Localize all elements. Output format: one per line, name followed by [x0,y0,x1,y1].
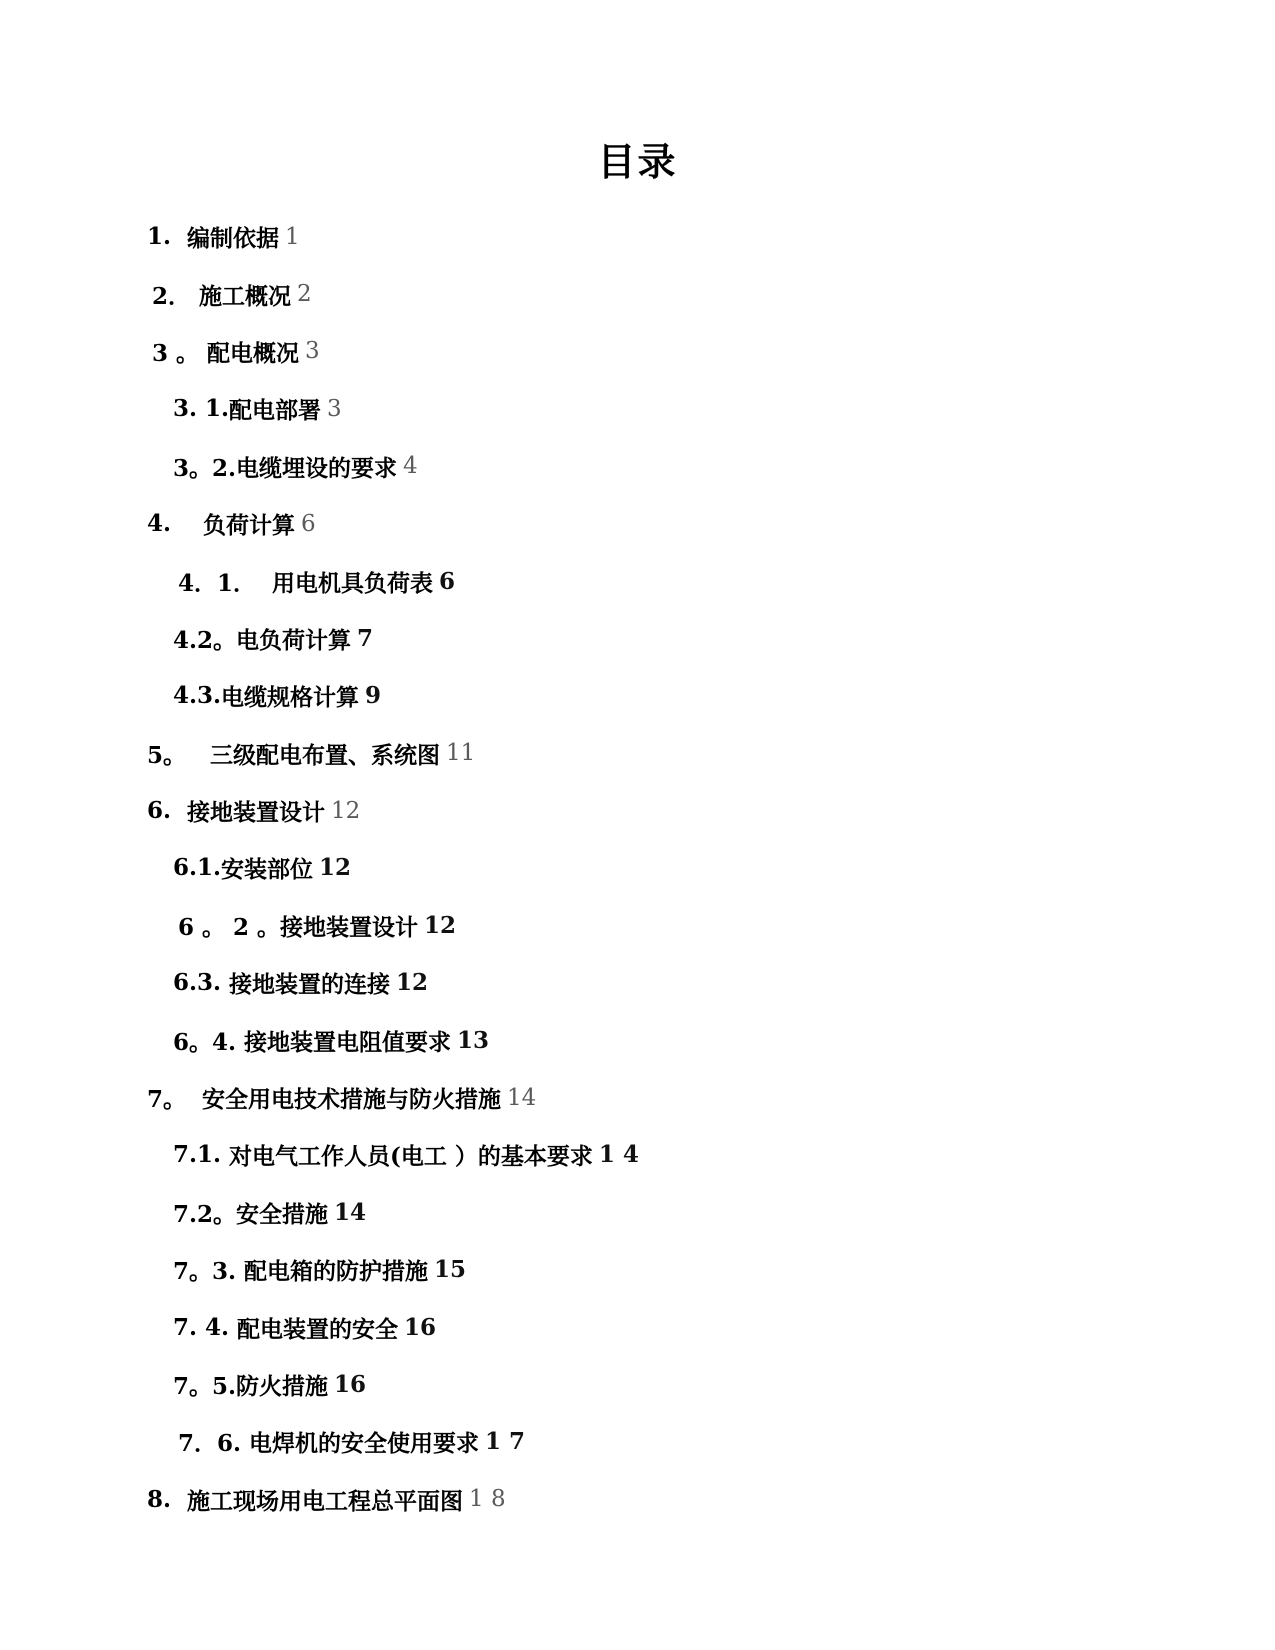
toc-entry-2[interactable] [0,265,1275,322]
toc-entry-page: 1 7 [485,1428,526,1456]
toc-entry-title: 负荷计算 [203,512,296,540]
toc-entry-title: 接地装置的连接 [229,971,391,999]
toc-entry-7-5[interactable] [0,1356,1275,1413]
toc-entry-number: 7.2。 [173,1200,237,1228]
toc-entry-page: 6 [301,510,316,537]
toc-entry-title: 配电部署 [229,397,322,425]
toc-entry-page: 6 [439,567,456,595]
toc-entry-title: 安装部位 [221,856,314,884]
toc-entry-title: 接地装置设计 [280,913,419,941]
toc-entry-1[interactable] [0,208,1275,265]
toc-entry-page: 16 [334,1371,367,1398]
toc-entry-title: 用电机具负荷表 [272,569,434,597]
toc-entry-number: 6 。 2 。 [178,913,281,941]
toc-entry-title: 接地装置电阻值要求 [244,1028,452,1056]
toc-entry-7-2[interactable] [0,1184,1275,1241]
toc-entry-title: 电焊机的安全使用要求 [249,1430,480,1458]
toc-entry-number: 7。 [147,1086,203,1114]
toc-entry-page: 1 [285,223,300,250]
toc-entry-number: 6。4. [173,1028,245,1056]
toc-entry-title: 施工概况 [199,282,292,310]
toc-entry-page: 12 [424,911,457,939]
toc-entry-number: 8. [147,1485,188,1513]
toc-entry-number: 4.2。 [173,626,237,654]
toc-entry-page: 13 [457,1026,490,1054]
toc-entry-title: 电负荷计算 [236,626,352,654]
toc-entry-number: 4. [147,510,204,538]
toc-entry-title: 安全措施 [236,1200,329,1228]
toc-entry-number: 7. 4. [173,1313,238,1341]
toc-entry-3-1[interactable] [0,380,1275,437]
toc-entry-number: 7。3. [173,1258,245,1286]
toc-entry-title: 施工现场用电工程总平面图 [187,1487,464,1515]
toc-entry-7-3[interactable] [0,1241,1275,1298]
toc-entry-page: 12 [396,969,429,997]
toc-entry-3[interactable] [0,323,1275,380]
toc-entry-title: 对电气工作人员(电工 ）的基本要求 [229,1143,593,1171]
toc-entry-title: 编制依据 [187,225,280,253]
toc-entry-4-1[interactable] [0,552,1275,609]
toc-entry-6-1[interactable] [0,839,1275,896]
toc-title: 目录 [597,139,678,184]
toc-entry-title: 接地装置设计 [187,799,326,827]
toc-entry-title: 配电装置的安全 [237,1315,399,1343]
toc-entry-number: 7．6. [178,1430,250,1458]
toc-entry-number: 6.1. [173,854,222,882]
toc-entry-page: 12 [319,854,352,882]
toc-entry-4-3[interactable] [0,667,1275,724]
toc-entry-page: 3 [327,395,342,422]
table-of-contents [0,208,1275,1528]
toc-entry-page: 3 [305,338,320,365]
toc-entry-6-2[interactable] [0,897,1275,954]
toc-entry-number: 2． [152,282,200,310]
toc-entry-number: 1. [147,223,188,251]
toc-entry-7-6[interactable] [0,1413,1275,1470]
toc-entry-6-3[interactable] [0,954,1275,1011]
toc-entry-number: 7。5. [173,1373,237,1400]
toc-entry-page: 14 [334,1198,367,1226]
toc-entry-number: 3 。 [152,339,208,367]
toc-entry-number: 6.3. [173,969,230,997]
toc-entry-title: 配电箱的防护措施 [244,1258,429,1286]
toc-entry-page: 12 [331,797,361,824]
toc-entry-4[interactable] [0,495,1275,552]
toc-entry-title: 电缆规格计算 [221,684,360,712]
toc-entry-8[interactable] [0,1471,1275,1528]
toc-entry-page: 2 [297,281,312,308]
toc-entry-title: 安全用电技术措施与防火措施 [202,1086,502,1114]
toc-entry-page: 4 [403,453,418,480]
toc-entry-number: 3. 1. [173,395,230,423]
toc-entry-number: 3。2. [173,454,237,482]
toc-entry-page: 7 [357,624,374,652]
toc-entry-7-1[interactable] [0,1126,1275,1183]
toc-entry-page: 14 [507,1084,537,1111]
toc-entry-title: 三级配电布置、系统图 [210,741,441,769]
toc-entry-5[interactable] [0,725,1275,782]
toc-entry-6[interactable] [0,782,1275,839]
toc-entry-3-2[interactable] [0,438,1275,495]
toc-entry-page: 11 [446,740,476,767]
toc-entry-title: 防火措施 [236,1373,329,1400]
toc-entry-number: 4.3. [173,682,222,710]
toc-entry-page: 16 [404,1313,437,1341]
toc-entry-page: 1 8 [469,1486,506,1513]
toc-entry-title: 电缆埋设的要求 [236,454,398,482]
toc-entry-4-2[interactable] [0,610,1275,667]
toc-entry-number: 4．1． [178,569,273,597]
toc-entry-page: 15 [434,1256,467,1284]
toc-entry-7-4[interactable] [0,1298,1275,1355]
toc-entry-number: 7.1. [173,1141,230,1169]
toc-entry-7[interactable] [0,1069,1275,1126]
toc-entry-page: 9 [365,682,382,710]
toc-entry-6-4[interactable] [0,1011,1275,1068]
toc-entry-title: 配电概况 [207,339,300,367]
toc-entry-number: 6. [147,797,188,825]
toc-entry-number: 5。 [147,741,211,769]
toc-entry-page: 1 4 [598,1141,639,1169]
